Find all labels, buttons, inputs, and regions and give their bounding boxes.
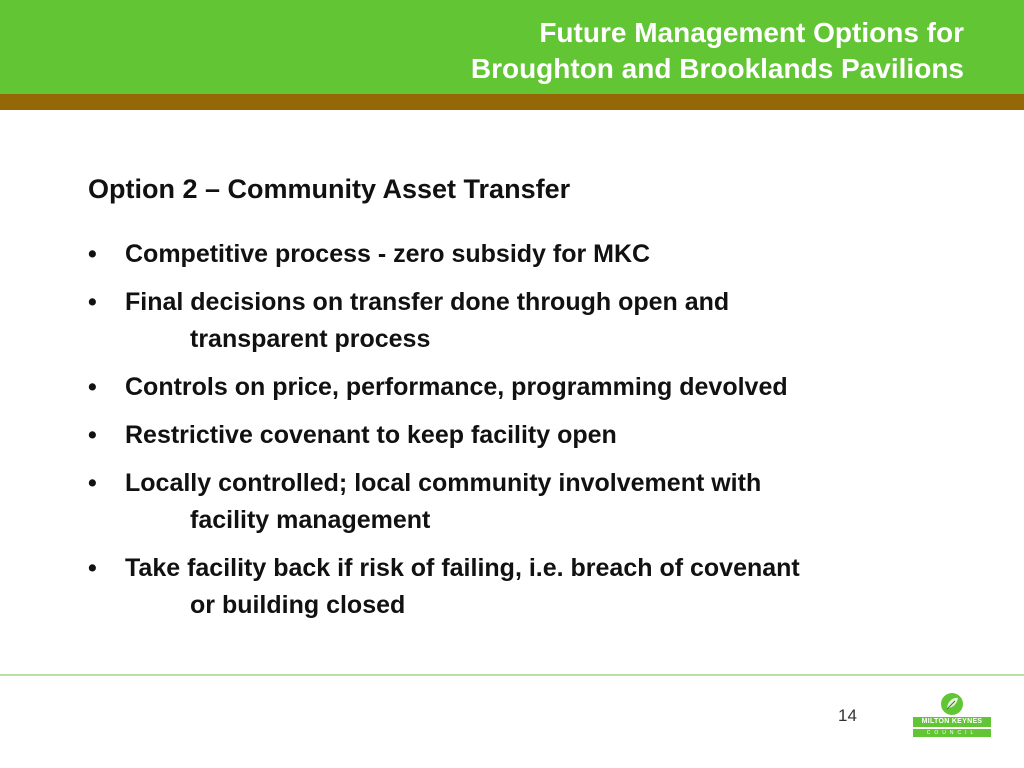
bullet-marker: •: [88, 421, 97, 449]
slide-title: [64, 15, 964, 87]
bullet-text-continuation: transparent process: [190, 325, 431, 353]
bullet-marker: •: [88, 373, 97, 401]
bullet-item: [88, 550, 988, 624]
bullet-text-continuation: facility management: [190, 506, 431, 534]
bullet-text: Competitive process - zero subsidy for MKC: [125, 240, 651, 268]
bullet-item: [88, 236, 988, 273]
page-number: 14: [838, 706, 857, 725]
bullet-marker: •: [88, 240, 97, 268]
bullet-text: Locally controlled; local community involvement with: [125, 469, 762, 497]
bullet-marker: •: [88, 554, 97, 582]
bullet-text-continuation: or building closed: [190, 591, 406, 619]
bullet-text: Final decisions on transfer done through open and: [125, 288, 730, 316]
logo-subtext: COUNCIL: [913, 729, 991, 737]
bullet-text: Controls on price, performance, programming devolved: [125, 373, 788, 401]
footer-divider: [0, 674, 1024, 676]
slide-subtitle: Option 2 – Community Asset Transfer: [88, 174, 571, 204]
bullet-marker: •: [88, 288, 97, 316]
bullet-list: [88, 236, 988, 635]
bullet-item: [88, 465, 988, 539]
slide-title-line-2: Broughton and Brooklands Pavilions: [470, 53, 964, 84]
logo-wordmark: MILTON KEYNES: [913, 717, 991, 727]
bullet-item: [88, 417, 988, 454]
council-logo: [913, 692, 991, 740]
slide-title-line-1: Future Management Options for: [539, 17, 964, 48]
bullet-text: Take facility back if risk of failing, i.e. breach of covenant: [125, 554, 800, 582]
leaf-logo-icon: [940, 692, 964, 716]
bullet-marker: •: [88, 469, 97, 497]
bullet-item: [88, 369, 988, 406]
header-stripe: [0, 94, 1024, 110]
bullet-item: [88, 284, 988, 358]
bullet-text: Restrictive covenant to keep facility open: [125, 421, 617, 449]
